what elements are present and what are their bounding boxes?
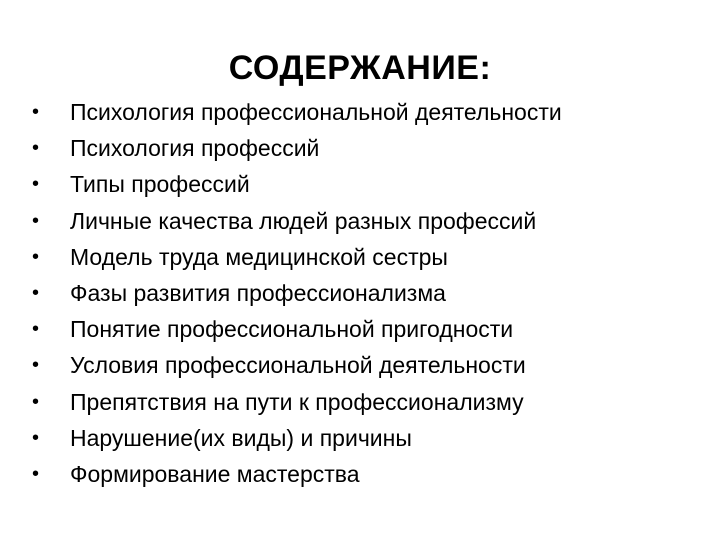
list-item-text: Модель труда медицинской сестры: [70, 243, 448, 270]
list-item-text: Нарушение(их виды) и причины: [70, 424, 412, 451]
list-item-text: Препятствия на пути к профессионализму: [70, 388, 524, 415]
list-item: [32, 203, 702, 239]
bullet-icon: •: [32, 282, 40, 305]
list-item: [32, 94, 702, 130]
list-item: [32, 347, 702, 383]
list-item: [32, 311, 702, 347]
list-item-text: Психология профессиональной деятельности: [70, 99, 562, 126]
bullet-icon: •: [32, 101, 40, 124]
list-item-text: Понятие профессиональной пригодности: [70, 316, 514, 343]
list-item: [32, 456, 702, 492]
bullet-icon: •: [32, 318, 40, 341]
list-item: [32, 420, 702, 456]
bullet-icon: •: [32, 462, 40, 485]
bullet-icon: •: [32, 173, 40, 196]
bullet-icon: •: [32, 426, 40, 449]
list-item-text: Психология профессий: [70, 135, 320, 162]
list-item-text: Типы профессий: [70, 171, 250, 198]
bullet-icon: •: [32, 137, 40, 160]
bullet-icon: •: [32, 354, 40, 377]
bullet-icon: •: [32, 245, 40, 268]
slide-title: СОДЕРЖАНИЕ:: [228, 49, 492, 87]
bullet-icon: •: [32, 209, 40, 232]
list-item-text: Формирование мастерства: [70, 460, 360, 487]
list-item: [32, 130, 702, 166]
list-item: [32, 384, 702, 420]
list-item-text: Фазы развития профессионализма: [70, 280, 446, 307]
list-item-text: Личные качества людей разных профессий: [70, 207, 537, 234]
bullet-icon: •: [32, 390, 40, 413]
list-item: [32, 239, 702, 275]
list-item-text: Условия профессиональной деятельности: [70, 352, 526, 379]
list-item: [32, 166, 702, 202]
contents-list: [32, 94, 702, 492]
list-item: [32, 275, 702, 311]
